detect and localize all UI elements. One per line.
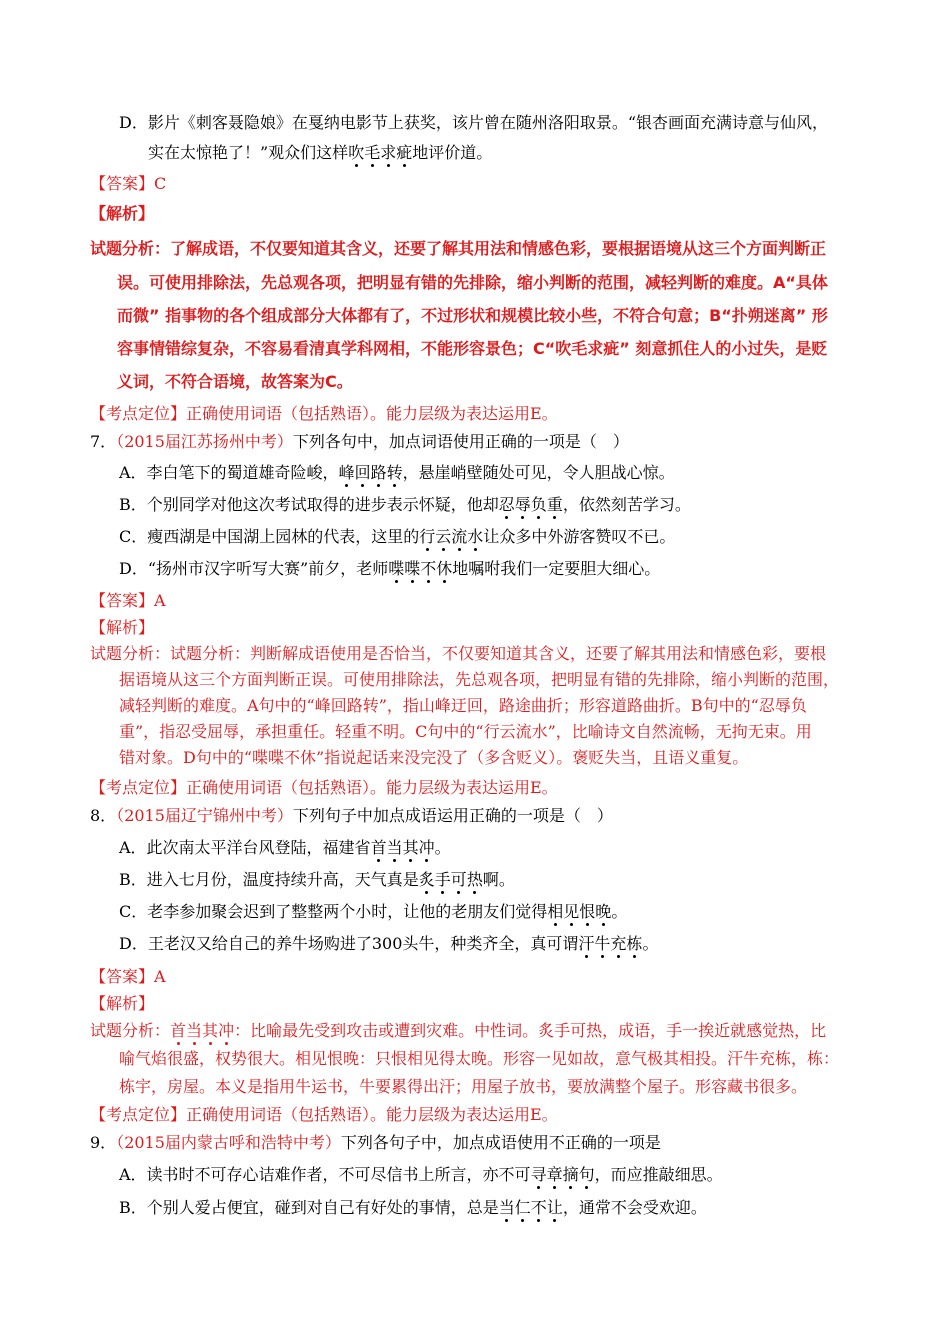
text: B．个别同学对他这次考试取得的进步表示怀疑，他却: [119, 495, 499, 514]
q6-answer: 【答案】C: [90, 174, 167, 193]
text: B．进入七月份，温度持续升高，天气真是: [119, 870, 419, 889]
dotted-char: 热: [466, 870, 483, 889]
q8-option-c: [119, 901, 627, 923]
dotted-char: 其: [202, 1021, 219, 1040]
dotted-char: 充: [610, 934, 627, 953]
q6-analysis-line-3: 而微” 指事物的各个组成部分大体都有了，不过形状和规模比较小些，不符合句意；B“扑朔迷离” 形: [117, 306, 828, 325]
text: 试题分析：: [90, 1021, 171, 1040]
dotted-char: 栋: [626, 934, 643, 953]
dotted-idiom: [339, 463, 403, 482]
q8-analysis-line-1: [90, 1020, 826, 1042]
dotted-idiom: [578, 934, 642, 953]
q7-analysis-line-2: 据语境从这三个方面判断正误。可使用排除法，先总观各项，把明显有错的先排除，缩小判断的范围，: [119, 670, 840, 689]
dotted-char: 冲: [418, 838, 435, 857]
text: 地嘱咐我们一定要胆大细心。: [452, 559, 661, 578]
dotted-idiom: [547, 902, 611, 921]
dotted-char: 毛: [364, 143, 381, 162]
q6-analysis-label: 【解析】: [90, 204, 155, 223]
q7-option-d: [119, 558, 660, 580]
question-source: （2015届内蒙古呼和浩特中考）: [116, 1133, 341, 1152]
q8-answer: 【答案】A: [90, 967, 166, 986]
q6-analysis-line-4: 容事情错综复杂，不容易看清真学科网相，不能形容景色；C“吹毛求疵” 刻意抓住人的小过失，是贬: [117, 339, 828, 358]
q9-option-b: [119, 1197, 707, 1219]
q6-analysis-line-2: 误。可使用排除法，先总观各项，把明显有错的先排除，缩小判断的范围，减轻判断的难度。A“具体: [117, 273, 828, 292]
q7-option-c: [119, 526, 675, 548]
question-number: 9．: [90, 1133, 117, 1152]
q6-analysis-line-5: 义词，不符合语境，故答案为C。: [117, 372, 353, 391]
dotted-char: 路: [370, 463, 387, 482]
dotted-char: 不: [530, 1198, 547, 1217]
text: B．个别人爱占便宜，碰到对自己有好处的事情，总是: [119, 1198, 499, 1217]
dotted-char: 辱: [514, 495, 531, 514]
dotted-idiom: [371, 838, 435, 857]
dotted-char: 不: [420, 559, 437, 578]
q8-analysis-line-2: 喻气焰很盛，权势很大。相见恨晚：只恨相见得太晚。形容一见如故，意气极其相投。汗牛充栋，栋：: [119, 1049, 840, 1068]
dotted-char: 牛: [594, 934, 611, 953]
dotted-char: 恨: [579, 902, 596, 921]
dotted-char: 云: [435, 527, 452, 546]
q7-option-a: [119, 462, 675, 484]
dotted-idiom: [499, 1198, 563, 1217]
text: 让众多中外游客赞叹不已。: [483, 527, 676, 546]
question-source: （2015届辽宁锦州中考）: [116, 806, 293, 825]
dotted-char: 行: [419, 527, 436, 546]
dotted-char: 寻: [530, 1165, 547, 1184]
dotted-char: 句: [578, 1165, 595, 1184]
text: A．读书时不可存心诘难作者，不可尽信书上所言，亦不可: [119, 1165, 531, 1184]
q8-kaodian: 【考点定位】正确使用词语（包括熟语）。能力层级为表达运用E。: [90, 1105, 558, 1124]
q7-option-b: [119, 494, 691, 516]
dotted-idiom: [388, 559, 452, 578]
text: 地评价道。: [412, 143, 493, 162]
q7-stem-line: [90, 431, 629, 453]
dotted-idiom: [348, 143, 412, 162]
q7-analysis-line-5: 错对象。D句中的“喋喋不休”指说起话来没完没了（多含贬义）。褒贬失当，且语义重复。: [119, 748, 749, 767]
question-source: （2015届江苏扬州中考）: [116, 432, 293, 451]
dotted-char: 求: [380, 143, 397, 162]
q6-kaodian: 【考点定位】正确使用词语（包括熟语）。能力层级为表达运用E。: [90, 404, 558, 423]
dotted-char: 章: [546, 1165, 563, 1184]
question-stem: 下列各句中，加点词语使用正确的一项是（ ）: [292, 432, 629, 451]
dotted-idiom: [419, 870, 483, 889]
dotted-char: 晚: [595, 902, 612, 921]
question-number: 7．: [90, 432, 117, 451]
text: 实在太惊艳了！”观众们这样: [148, 143, 349, 162]
q8-analysis-line-3: 栋宇，房屋。本义是指用牛运书，牛要累得出汗；用屋子放书，要放满整个屋子。形容藏书很多。: [119, 1077, 808, 1096]
q8-option-b: [119, 869, 515, 891]
dotted-char: 峰: [338, 463, 355, 482]
dotted-char: 炙: [418, 870, 435, 889]
dotted-char: 当: [186, 1021, 203, 1040]
q8-option-a: [119, 837, 451, 859]
q6-option-d-line2: [148, 142, 492, 164]
text: ，悬崖峭壁随处可见，令人胆战心惊。: [402, 463, 675, 482]
dotted-char: 水: [467, 527, 484, 546]
dotted-char: 吹: [348, 143, 365, 162]
dotted-char: 冲: [218, 1021, 235, 1040]
dotted-idiom: [170, 1021, 234, 1040]
dotted-char: 回: [354, 463, 371, 482]
text: A．此次南太平洋台风登陆，福建省: [119, 838, 371, 857]
dotted-char: 重: [546, 495, 563, 514]
dotted-char: 相: [547, 902, 564, 921]
q7-kaodian: 【考点定位】正确使用词语（包括熟语）。能力层级为表达运用E。: [90, 778, 558, 797]
dotted-char: 流: [451, 527, 468, 546]
dotted-char: 让: [546, 1198, 563, 1217]
dotted-idiom: [419, 527, 483, 546]
text: ：比喻最先受到攻击或遭到灾难。中性词。炙手可热，成语，手一挨近就感觉热，比: [234, 1021, 827, 1040]
dotted-char: 首: [370, 838, 387, 857]
dotted-char: 转: [386, 463, 403, 482]
q8-analysis-label: 【解析】: [90, 994, 155, 1013]
dotted-char: 手: [434, 870, 451, 889]
q6-analysis-line-1: 试题分析：了解成语，不仅要知道其含义，还要了解其用法和情感色彩，要根据语境从这三个方面判断正: [90, 239, 827, 258]
q7-analysis-line-3: 减轻判断的难度。A句中的“峰回路转”，指山峰迂回，路途曲折；形容道路曲折。B句中的“忍辱负: [119, 696, 807, 715]
q9-stem-line: [90, 1132, 661, 1154]
dotted-char: 休: [436, 559, 453, 578]
q7-answer: 【答案】A: [90, 591, 166, 610]
dotted-char: 喋: [388, 559, 405, 578]
dotted-char: 摘: [562, 1165, 579, 1184]
dotted-idiom: [499, 495, 563, 514]
question-stem: 下列句子中加点成语运用正确的一项是（ ）: [292, 806, 613, 825]
dotted-idiom: [531, 1165, 595, 1184]
dotted-char: 喋: [404, 559, 421, 578]
dotted-char: 当: [386, 838, 403, 857]
dotted-char: 其: [402, 838, 419, 857]
text: ，而应推敲细思。: [594, 1165, 723, 1184]
dotted-char: 当: [498, 1198, 515, 1217]
q7-analysis-label: 【解析】: [90, 618, 155, 637]
q8-stem-line: [90, 805, 613, 827]
dotted-char: 忍: [498, 495, 515, 514]
q6-option-d-line1: D．影片《刺客聂隐娘》在戛纳电影节上获奖，该片曾在随州洛阳取景。“银杏画面充满诗意与仙风，: [119, 113, 829, 132]
text: C．瘦西湖是中国湖上园林的代表，这里的: [119, 527, 420, 546]
text: ，依然刻苦学习。: [562, 495, 691, 514]
text: A．李白笔下的蜀道雄奇险峻，: [119, 463, 339, 482]
text: 。: [611, 902, 628, 921]
text: D．王老汉又给自己的养牛场购进了300头牛，种类齐全，真可谓: [119, 934, 579, 953]
text: D．“扬州市汉字听写大赛”前夕，老师: [119, 559, 389, 578]
dotted-char: 见: [563, 902, 580, 921]
question-stem: 下列各句子中，加点成语使用不正确的一项是: [340, 1133, 661, 1152]
q7-analysis-line-4: 重”，指忍受屈辱，承担重任。轻重不明。C句中的“行云流水”，比喻诗文自然流畅，无拘无束。用: [119, 722, 812, 741]
question-number: 8．: [90, 806, 117, 825]
text: 啊。: [482, 870, 515, 889]
q7-analysis-line-1: 试题分析：试题分析：判断解成语使用是否恰当，不仅要知道其含义，还要了解其用法和情感色彩，要根: [90, 644, 827, 663]
q8-option-d: [119, 933, 658, 955]
text: C．老李参加聚会迟到了整整两个小时，让他的老朋友们觉得: [119, 902, 548, 921]
text: 。: [434, 838, 451, 857]
text: 。: [642, 934, 659, 953]
dotted-char: 可: [450, 870, 467, 889]
dotted-char: 仁: [514, 1198, 531, 1217]
dotted-char: 疵: [396, 143, 413, 162]
dotted-char: 首: [170, 1021, 187, 1040]
text: ，通常不会受欢迎。: [562, 1198, 707, 1217]
q9-option-a: [119, 1164, 723, 1186]
dotted-char: 负: [530, 495, 547, 514]
dotted-char: 汗: [578, 934, 595, 953]
